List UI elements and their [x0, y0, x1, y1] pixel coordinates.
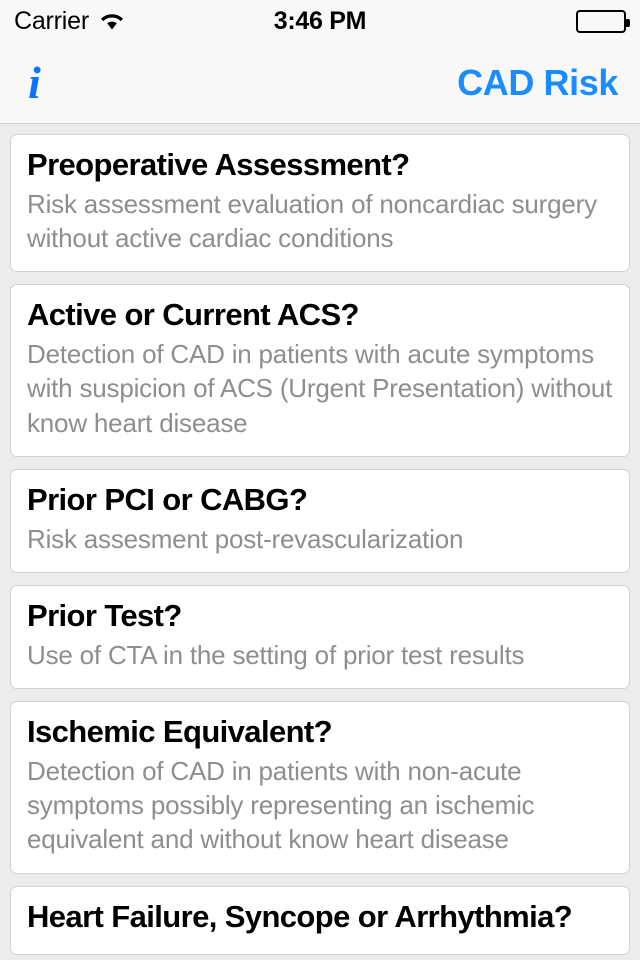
- list-item-title: Prior Test?: [27, 598, 182, 634]
- list-item[interactable]: [10, 469, 630, 573]
- status-bar: [0, 0, 640, 42]
- info-icon[interactable]: i: [28, 56, 41, 108]
- status-bar-left: [14, 7, 125, 36]
- navigation-bar: [0, 42, 640, 124]
- battery-icon: [576, 10, 626, 33]
- list-item-subtitle: Risk assessment evaluation of noncardiac surgery without active cardiac conditions: [27, 188, 597, 254]
- list-item[interactable]: [10, 284, 630, 457]
- list-item-title: Prior PCI or CABG?: [27, 482, 308, 517]
- list-item[interactable]: [10, 585, 630, 689]
- wifi-icon: [99, 11, 125, 31]
- question-list[interactable]: [0, 124, 640, 960]
- carrier-label: Carrier: [14, 6, 89, 35]
- page-title: CAD Risk: [457, 61, 618, 103]
- list-item-title: Heart Failure, Syncope or Arrhythmia?: [27, 898, 573, 934]
- list-item-subtitle: Detection of CAD in patients with non-acute symptoms possibly representing an ischemic equivalent and without know heart disease: [27, 755, 535, 855]
- status-bar-time: 3:46 PM: [273, 6, 367, 35]
- list-item-subtitle: Use of CTA in the setting of prior test results: [27, 639, 525, 670]
- list-item[interactable]: [10, 886, 630, 956]
- list-item-subtitle: Risk assesment post-revascularization: [27, 523, 464, 554]
- list-item-title: Active or Current ACS?: [27, 297, 359, 333]
- list-item-subtitle: Detection of CAD in patients with acute symptoms with suspicion of ACS (Urgent Presentation) without know heart disease: [27, 339, 613, 438]
- list-item[interactable]: [10, 134, 630, 272]
- list-item-title: Preoperative Assessment?: [27, 147, 410, 182]
- list-item[interactable]: [10, 701, 630, 874]
- status-bar-right: [576, 10, 626, 33]
- list-item-title: Ischemic Equivalent?: [27, 714, 332, 750]
